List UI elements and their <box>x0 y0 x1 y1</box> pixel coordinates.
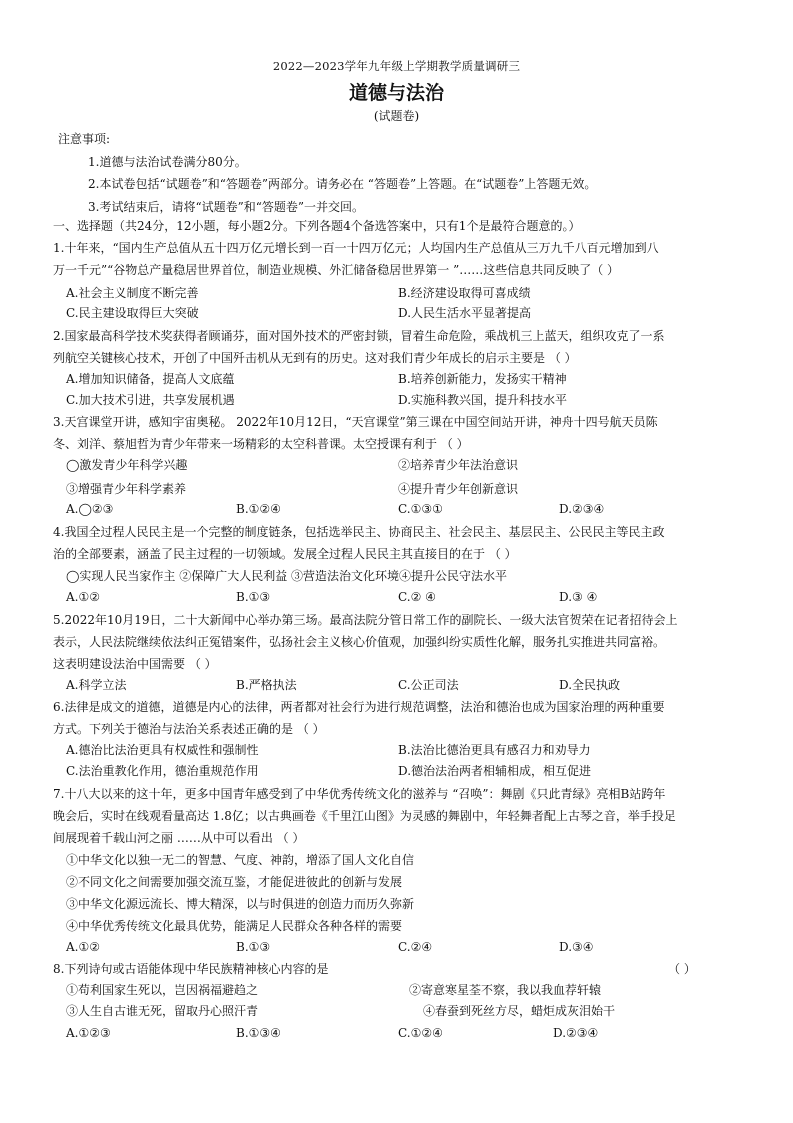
question-1-stem: 万一千元”“谷物总产量稳居世界首位，制造业规模、外汇储备稳居世界第一 ”……这些信息共同反映了（ ） <box>53 263 620 277</box>
option-b: B.①③ <box>236 940 271 954</box>
option-d: D.②③④ <box>553 1026 599 1040</box>
statement-3: ③增强青少年科学素养 <box>66 482 187 496</box>
option-d: D.德治法治两者相辅相成，相互促进 <box>398 764 592 778</box>
answer-parenthesis: （ ） <box>668 962 696 976</box>
question-2-stem: 列航空关键核心技术，开创了中国歼击机从无到有的历史。这对我们青少年成长的启示主要是 （ ） <box>53 351 577 365</box>
option-c: C.法治重教化作用，德治重规范作用 <box>66 764 259 778</box>
statement-list: ◯实现人民当家作主 ②保障广大人民利益 ③营造法治文化环境④提升公民守法水平 <box>66 569 508 583</box>
question-5-stem: 表示，人民法院继续依法纠正冤错案件，弘扬社会主义核心价值观，加强纠纷实质性化解，服务扎实推进共同富裕。 <box>53 635 666 649</box>
option-d: D.②③④ <box>559 502 605 516</box>
statement-3: ③人生自古谁无死，留取丹心照汗青 <box>66 1004 259 1018</box>
option-b: B.①②④ <box>236 502 281 516</box>
option-d: D.③④ <box>559 940 594 954</box>
question-7-stem: 晚会后，实时在线观看量高达 1.8亿；以古典画卷《千里江山图》为灵感的舞剧中，年轻舞者配上古琴之音，举手投足 <box>53 809 676 823</box>
notice-item: 3.考试结束后，请将“试题卷”和“答题卷”一并交回。 <box>88 200 364 214</box>
notice-item: 1.道德与法治试卷满分80分。 <box>88 155 247 169</box>
question-4-stem: 治的全部要素，涵盖了民主过程的一切领域。发展全过程人民民主其直接目的在于 （ ） <box>53 547 517 561</box>
option-d: D.③ ④ <box>559 590 598 604</box>
option-c: C.公正司法 <box>398 678 459 692</box>
option-c: C.民主建设取得巨大突破 <box>66 306 199 320</box>
question-6-stem: 6.法律是成文的道德，道德是内心的法律，两者都对社会行为进行规范调整，法治和德治也成为国家治理的两种重要 <box>53 700 665 714</box>
statement-1: ◯激发青少年科学兴趣 <box>66 458 188 472</box>
option-b: B.严格执法 <box>236 678 297 692</box>
option-a: A.科学立法 <box>66 678 127 692</box>
option-c: C.①③① <box>398 502 443 516</box>
question-3-stem: 冬、刘洋、蔡旭哲为青少年带来一场精彩的太空科普课。太空授课有利于 （ ） <box>53 437 469 451</box>
question-5-stem: 这表明建设法治中国需要 （ ） <box>53 657 217 671</box>
subject-title: 道德与法治 <box>348 82 444 104</box>
question-2-stem: 2.国家最高科学技术奖获得者顾诵芬，面对国外技术的严密封锁，冒着生命危险，乘战机三上蓝天，组织攻克了一系 <box>53 329 665 343</box>
option-c: C.② ④ <box>398 590 436 604</box>
notice-title: 注意事项: <box>58 132 111 146</box>
option-c: C.②④ <box>398 940 433 954</box>
question-4-stem: 4.我国全过程人民民主是一个完整的制度链条，包括选举民主、协商民主、社会民主、基层民主、公民民主等民主政 <box>53 525 665 539</box>
option-b: B.法治比德治更具有感召力和劝导力 <box>398 743 591 757</box>
statement-2: ②培养青少年法治意识 <box>398 458 519 472</box>
option-a: A.德治比法治更具有权威性和强制性 <box>66 743 259 757</box>
statement-4: ④春蚕到死丝方尽，蜡炬成灰泪始干 <box>423 1004 616 1018</box>
option-d: D.全民执政 <box>559 678 621 692</box>
option-a: A.◯②③ <box>66 502 114 516</box>
question-7-stem: 间展现着千载山河之丽 ……从中可以看出 （ ） <box>53 831 305 845</box>
statement-4: ④中华优秀传统文化最具优势，能满足人民群众各种各样的需要 <box>66 919 403 933</box>
option-a: A.①② <box>66 940 100 954</box>
option-a: A.①② <box>66 590 100 604</box>
option-b: B.培养创新能力，发扬实干精神 <box>398 372 567 386</box>
question-1-stem: 1.十年来，“国内生产总值从五十四万亿元增长到一百一十四万亿元；人均国内生产总值从三万九千八百元增加到八 <box>53 241 659 255</box>
statement-2: ②不同文化之间需要加强交流互鉴，才能促进彼此的创新与发展 <box>66 875 403 889</box>
question-3-stem: 3.天宫课堂开讲，感知宇宙奥秘。 2022年10月12日，“天宫课堂”第三课在中国空间站开讲，神舟十四号航天员陈 <box>53 415 658 429</box>
option-d: D.实施科教兴国，提升科技水平 <box>398 393 568 407</box>
option-b: B.①③④ <box>236 1026 281 1040</box>
statement-3: ③中华文化源远流长、博大精深，以与时俱进的创造力而历久弥新 <box>66 897 415 911</box>
statement-1: ①中华文化以独一无二的智慧、气度、神韵，增添了国人文化自信 <box>66 853 415 867</box>
option-a: A.增加知识储备，提高人文底蕴 <box>66 372 235 386</box>
option-a: A.社会主义制度不断完善 <box>66 286 199 300</box>
option-b: B.①③ <box>236 590 271 604</box>
statement-2: ②寄意寒星荃不察，我以我血荐轩辕 <box>409 983 602 997</box>
question-8-stem: 8.下列诗句或古语能体现中华民族精神核心内容的是 <box>53 962 329 976</box>
question-6-stem: 方式。下列关于德治与法治关系表述正确的是 （ ） <box>53 722 325 736</box>
option-d: D.人民生活水平显著提高 <box>398 306 532 320</box>
option-a: A.①②③ <box>66 1026 111 1040</box>
option-c: C.①②④ <box>398 1026 443 1040</box>
statement-4: ④提升青少年创新意识 <box>398 482 519 496</box>
question-5-stem: 5.2022年10月19日，二十大新闻中心举办第三场。最高法院分管日常工作的副院长、一级大法官贺荣在记者招待会上 <box>53 613 678 627</box>
paper-type-label: (试题卷) <box>373 109 420 123</box>
question-7-stem: 7.十八大以来的这十年，更多中国青年感受到了中华优秀传统文化的滋养与 “召唤”：舞剧《只此青绿》亮相B站跨年 <box>53 787 666 801</box>
exam-title: 2022—2023学年九年级上学期教学质量调研三 <box>272 59 521 73</box>
option-b: B.经济建设取得可喜成绩 <box>398 286 531 300</box>
notice-item: 2.本试卷包括“试题卷”和“答题卷”两部分。请务必在 “答题卷”上答题。在“试题卷”上答题无效。 <box>88 177 597 191</box>
section-heading: 一、选择题（共24分，12小题，每小题2分。下列各题4个备选答案中，只有1个是最符合题意的。） <box>53 219 581 233</box>
option-c: C.加大技术引进，共享发展机遇 <box>66 393 235 407</box>
statement-1: ①苟利国家生死以，岂因祸福避趋之 <box>66 983 259 997</box>
